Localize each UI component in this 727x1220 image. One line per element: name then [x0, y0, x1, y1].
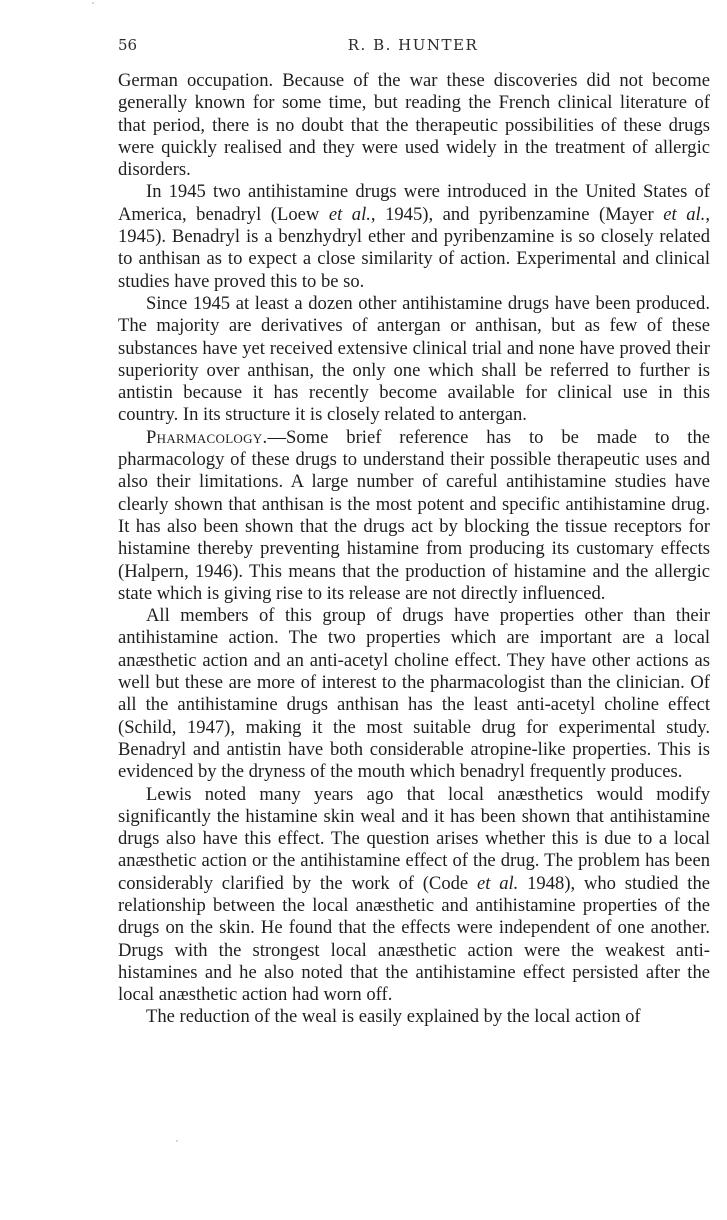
paragraph-6 [118, 784, 710, 1007]
body-text [118, 70, 710, 1029]
paragraph-2-part-1: In 1945 two antihistamine drugs were introduced in the United States of America, benadryl (Loew [118, 181, 710, 225]
paragraph-3: Since 1945 at least a dozen other antihistamine drugs have been produced. The majority are derivatives of antergan or anthisan, but as few of these substances have yet received extensive clinical trial and none have proved their superiority over anthisan, the only one which shall be referred to further is antistin because it has recently become available for clinical use in this country. In its structure it is closely related to antergan. [118, 292, 710, 426]
paper-speck [176, 1140, 178, 1142]
paragraph-2-part-3: , 1945). Benadryl is a benzhydryl ether and pyribenzamine is so closely related to anthisan as to expect a close similarity of action. Experimental and clinical studies have proved this to be so. [118, 203, 710, 292]
citation-et-al: et al. [663, 203, 706, 225]
paragraph-6-part-1: Lewis noted many years ago that local anæsthetics would modify significantly the histamine skin weal and it has been shown that antihistamine drugs also have this effect. The question arises whether this is due to a local anæsthetic action or the antihistamine effect of the drug. The problem has been considerably clarified by the work of (Code [118, 783, 710, 894]
page-header [118, 36, 708, 58]
paragraph-5: All members of this group of drugs have properties other than their antihistamine action. The two properties which are important are a local anæsthetic action and an anti-acetyl choline effect. They have other actions as well but these are more of interest to the pharmacologist than the clinician. Of all the antihistamine drugs anthisan has the least anti-acetyl choline effect (Schild, 1947), making it the most suitable drug for experimental study. Benadryl and antistin have both considerable atropine-like properties. This is evidenced by the dryness of the mouth which benadryl frequently produces. [118, 605, 710, 783]
page-number: 56 [118, 36, 138, 54]
paragraph-4-text: —Some brief reference has to be made to the pharmacology of these drugs to understand their possible therapeutic uses and also their limitations. A large number of careful antihistamine studies have clearly shown that anthisan is the most potent and specific antihistamine drug. It has also been shown that the drugs act by blocking the tissue receptors for histamine thereby preventing histamine from producing its customary effects (Halpern, 1946). This means that the production of histamine and the allergic state which is giving rise to its release are not directly influenced. [118, 426, 710, 604]
paragraph-2-part-2: , 1945), and pyribenzamine (Mayer [370, 203, 664, 225]
paper-speck [92, 2, 94, 4]
citation-et-al: et al. [476, 872, 519, 894]
paragraph-7: The reduction of the weal is easily explained by the local action of [146, 1006, 641, 1028]
section-heading-pharmacology: Pharmacology. [146, 426, 268, 448]
paragraph-6-part-2: 1948), who studied the relationship between the local anæsthetic and antihistamine properties of the drugs on the skin. He found that the effects were independent of one another. Drugs with the strongest local anæsthetic action were the weakest anti-histamines and he also noted that the antihistamine effect persisted after the local anæsthetic action had worn off. [118, 872, 710, 1006]
paragraph-4 [118, 427, 710, 605]
running-head: R. B. HUNTER [347, 36, 479, 54]
paragraph-2 [118, 181, 710, 292]
paragraph-1: German occupation. Because of the war these discoveries did not become generally known for some time, but reading the French clinical literature of that period, there is no doubt that the therapeutic possibilities of these drugs were quickly realised and they were used widely in the treatment of allergic disorders. [118, 70, 710, 181]
citation-et-al: et al. [328, 203, 371, 225]
